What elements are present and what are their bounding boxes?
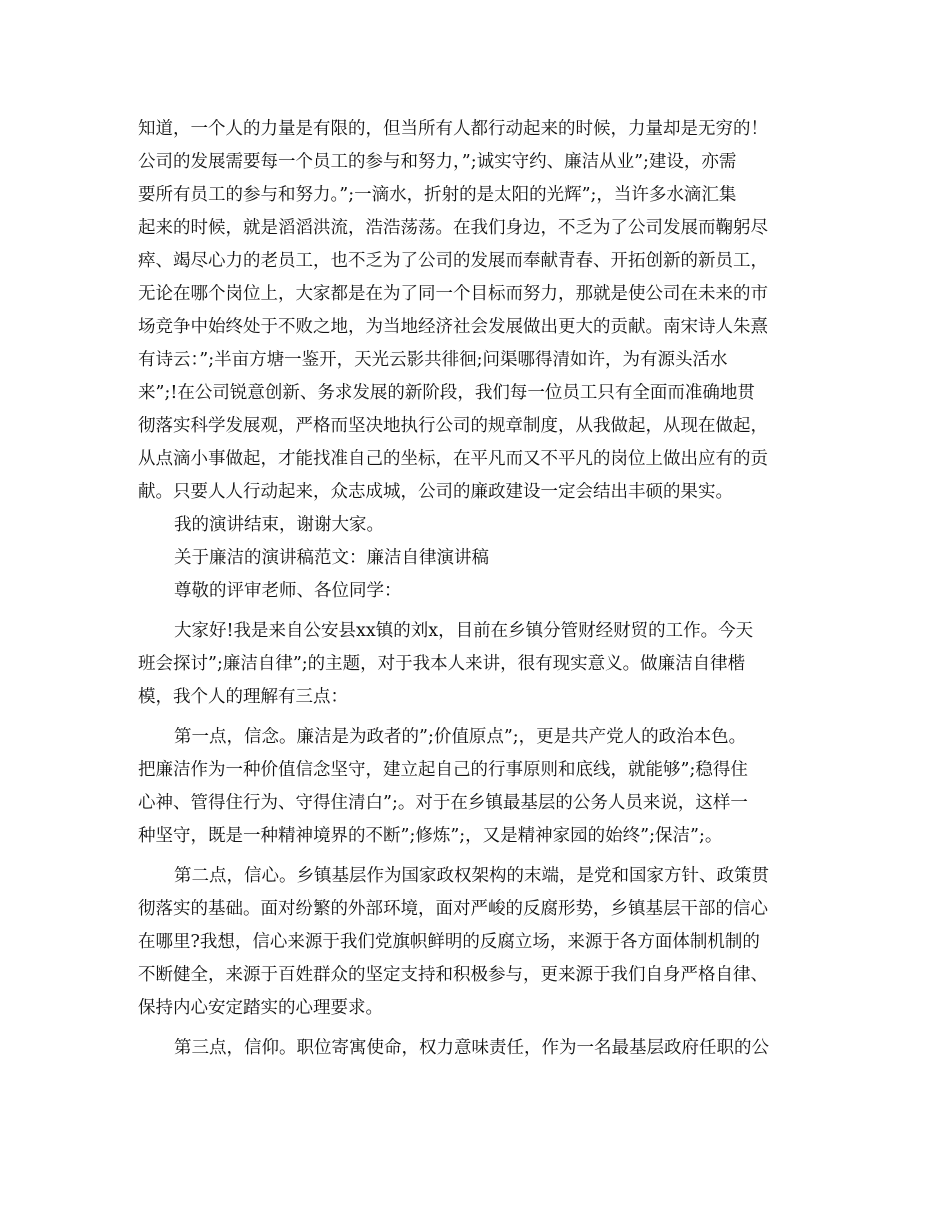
text-line: 心神、管得住行为、守得住清白”;。对于在乡镇最基层的公务人员来说，这样一 bbox=[138, 793, 748, 813]
text-line: 第三点，信仰。职位寄寓使命，权力意味责任，作为一名最基层政府任职的公 bbox=[174, 1038, 769, 1058]
text-line: 彻落实科学发展观，严格而坚决地执行公司的规章制度，从我做起，从现在做起， bbox=[138, 416, 768, 436]
text-line: 献。只要人人行动起来，众志成城，公司的廉政建设一定会结出丰硕的果实。 bbox=[138, 482, 733, 502]
text-line: 不断健全，来源于百姓群众的坚定支持和积极参与，更来源于我们自身严格自律、 bbox=[138, 965, 768, 985]
closing-line: 我的演讲结束，谢谢大家。 bbox=[174, 515, 384, 535]
text-line: 起来的时候，就是滔滔洪流，浩浩荡荡。在我们身边，不乏为了公司发展而鞠躬尽 bbox=[138, 218, 768, 238]
text-line: 瘁、竭尽心力的老员工，也不乏为了公司的发展而奉献青春、开拓创新的新员工， bbox=[138, 251, 768, 271]
text-line: 第一点，信念。廉洁是为政者的”;价值原点”;，更是共产党人的政治本色。 bbox=[174, 727, 747, 747]
text-line: 大家好!我是来自公安县xx镇的刘x，目前在乡镇分管财经财贸的工作。今天 bbox=[174, 621, 754, 641]
section-title: 关于廉洁的演讲稿范文：廉洁自律演讲稿 bbox=[174, 548, 489, 568]
text-line: 种坚守，既是一种精神境界的不断”;修炼”;，又是精神家园的始终”;保洁”;。 bbox=[138, 826, 723, 846]
text-line: 第二点，信心。乡镇基层作为国家政权架构的末端，是党和国家方针、政策贯 bbox=[174, 866, 769, 886]
text-line: 在哪里?我想，信心来源于我们党旗帜鲜明的反腐立场，来源于各方面体制机制的 bbox=[138, 932, 760, 952]
salutation: 尊敬的评审老师、各位同学： bbox=[174, 581, 402, 601]
text-line: 要所有员工的参与和努力。”;一滴水，折射的是太阳的光辉”;，当许多水滴汇集 bbox=[138, 185, 737, 205]
text-line: 保持内心安定踏实的心理要求。 bbox=[138, 998, 383, 1018]
text-line: 彻落实的基础。面对纷繁的外部环境，面对严峻的反腐形势，乡镇基层干部的信心 bbox=[138, 899, 768, 919]
text-line: 模，我个人的理解有三点： bbox=[138, 687, 348, 707]
text-line: 场竞争中始终处于不败之地，为当地经济社会发展做出更大的贡献。南宋诗人朱熹 bbox=[138, 317, 768, 337]
text-line: 知道，一个人的力量是有限的，但当所有人都行动起来的时候，力量却是无穷的！ bbox=[138, 119, 768, 139]
text-line: 把廉洁作为一种价值信念坚守，建立起自己的行事原则和底线，就能够”;稳得住 bbox=[138, 760, 748, 780]
document-body bbox=[138, 113, 818, 1065]
text-line: 有诗云：”;半亩方塘一鉴开，天光云影共徘徊;问渠哪得清如许，为有源头活水 bbox=[138, 350, 728, 370]
text-line: 班会探讨”;廉洁自律”;的主题，对于我本人来讲，很有现实意义。做廉洁自律楷 bbox=[138, 654, 746, 674]
text-line: 来”;!在公司锐意创新、务求发展的新阶段，我们每一位员工只有全面而准确地贯 bbox=[138, 383, 755, 403]
text-line: 从点滴小事做起，才能找准自己的坐标，在平凡而又不平凡的岗位上做出应有的贡 bbox=[138, 449, 768, 469]
text-line: 无论在哪个岗位上，大家都是在为了同一个目标而努力，那就是使公司在未来的市 bbox=[138, 284, 768, 304]
text-line: 公司的发展需要每一个员工的参与和努力，”;诚实守约、廉洁从业”;建设，亦需 bbox=[138, 152, 737, 172]
